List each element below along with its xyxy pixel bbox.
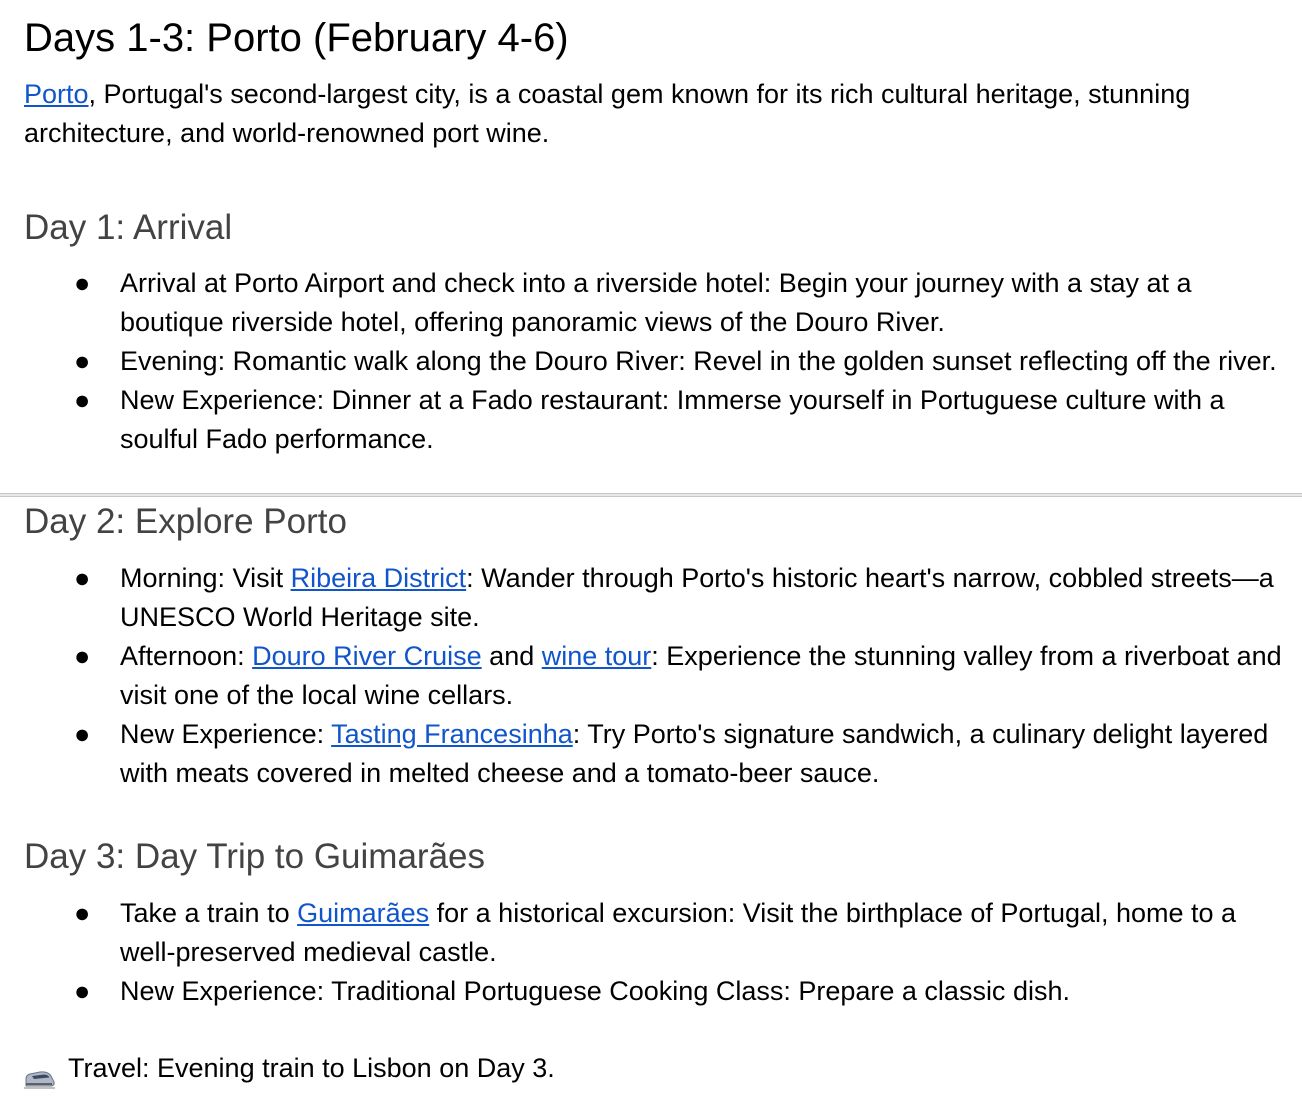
- wine-tour-link[interactable]: wine tour: [541, 641, 652, 671]
- list-item-text: : Experience the stunning valley from a riverboat and visit one of the local wine cellars.: [120, 641, 1282, 710]
- list-item-text: New Experience: Traditional Portuguese Cooking Class: Prepare a classic dish.: [120, 976, 1070, 1006]
- porto-link[interactable]: Porto: [24, 79, 89, 109]
- list-item: [24, 559, 1286, 637]
- list-item: [24, 264, 1286, 342]
- bullet: ●: [74, 346, 91, 376]
- list-item-text: New Experience:: [120, 719, 332, 749]
- list-item-text: New Experience: Dinner at a Fado restaurant: Immerse yourself in Portuguese culture with a soulful Fado performance.: [120, 385, 1225, 454]
- bullet: ●: [74, 385, 91, 415]
- list-item: [24, 715, 1286, 793]
- list-item: [24, 342, 1286, 381]
- intro-text: , Portugal's second-largest city, is a coastal gem known for its rich cultural heritage, stunning architecture, and world-renowned port wine.: [24, 79, 1191, 148]
- high-speed-train-icon: [24, 1061, 56, 1083]
- day2-heading: Day 2: Explore Porto: [24, 502, 347, 541]
- list-item: [24, 637, 1286, 715]
- travel-text: Travel: Evening train to Lisbon on Day 3.: [68, 1053, 555, 1083]
- bullet: ●: [74, 268, 91, 298]
- douro-river-cruise-link[interactable]: Douro River Cruise: [252, 641, 482, 671]
- page-break-divider: [0, 493, 1302, 497]
- list-item: [24, 972, 1286, 1011]
- bullet: ●: [74, 641, 91, 671]
- ribeira-district-link[interactable]: Ribeira District: [290, 563, 467, 593]
- list-item-text: Evening: Romantic walk along the Douro River: Revel in the golden sunset reflecting off the river.: [120, 346, 1277, 376]
- tasting-francesinha-link[interactable]: Tasting Francesinha: [331, 719, 573, 749]
- list-item-text: Arrival at Porto Airport and check into a riverside hotel: Begin your journey with a stay at a boutique riverside hotel, offering panoramic views of the Douro River.: [120, 268, 1192, 337]
- list-item-text: for a historical excursion: Visit the birthplace of Portugal, home to a well-preserved medieval castle.: [120, 898, 1237, 967]
- bullet: ●: [74, 898, 91, 928]
- intro-paragraph: [24, 75, 1286, 153]
- section-title: Days 1-3: Porto (February 4-6): [24, 16, 569, 60]
- travel-line: [24, 1049, 555, 1088]
- list-item-text: : Try Porto's signature sandwich, a culinary delight layered with meats covered in melted cheese and a tomato-beer sauce.: [120, 719, 1269, 788]
- document-page: [24, 0, 1286, 153]
- bullet: ●: [74, 563, 91, 593]
- list-item-text: Take a train to: [120, 898, 298, 928]
- guimaraes-link[interactable]: Guimarães: [297, 898, 430, 928]
- list-item-text: and: [481, 641, 542, 671]
- bullet: ●: [74, 976, 91, 1006]
- day1-heading: Day 1: Arrival: [24, 208, 233, 247]
- list-item: [24, 381, 1286, 459]
- list-item: [24, 894, 1286, 972]
- list-item-text: : Wander through Porto's historic heart's narrow, cobbled streets—a UNESCO World Heritage site.: [120, 563, 1274, 632]
- day2-list: [24, 559, 1286, 793]
- day3-heading: Day 3: Day Trip to Guimarães: [24, 837, 485, 876]
- bullet: ●: [74, 719, 91, 749]
- list-item-text: Morning: Visit: [120, 563, 291, 593]
- day3-list: [24, 894, 1286, 1011]
- day1-list: [24, 264, 1286, 459]
- list-item-text: Afternoon:: [120, 641, 253, 671]
